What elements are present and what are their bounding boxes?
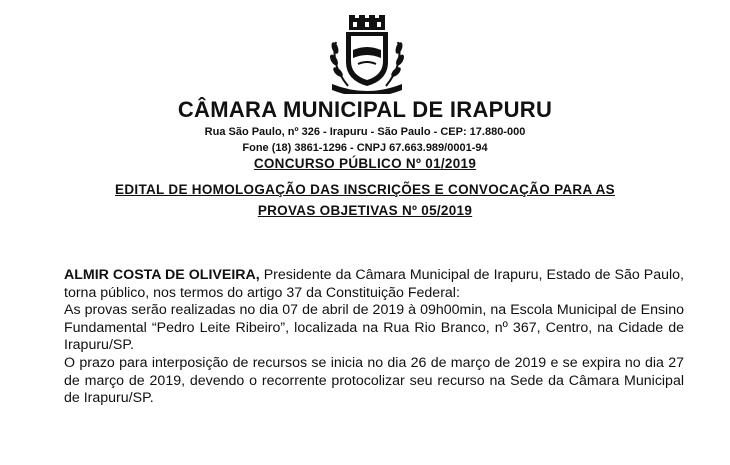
prazo-paragraph: O prazo para interposição de recursos se inicia no dia 26 de março de 2019 e se expira no dia 27 de março de 2019, devendo o recorrente protocolizar seu recurso na Sede da Câmara Municipal de Irapuru/SP. [64, 354, 684, 407]
edital-heading-line-2: PROVAS OBJETIVAS Nº 05/2019 [257, 203, 473, 218]
document-body [64, 267, 684, 408]
municipal-coat-of-arms-icon [322, 14, 412, 94]
edital-heading-line-1: EDITAL DE HOMOLOGAÇÃO DAS INSCRIÇÕES E CONVOCAÇÃO PARA AS [115, 182, 615, 197]
page-title: CÂMARA MUNICIPAL DE IRAPURU [177, 97, 553, 122]
author-name: ALMIR COSTA DE OLIVEIRA, [64, 267, 260, 283]
intro-paragraph [64, 267, 684, 302]
intro-text: Presidente da Câmara Municipal de Irapuru, Estado de São Paulo, torna público, nos termos do artigo 37 da Constituição Federal: [64, 267, 684, 301]
contact-line: Fone (18) 3861-1296 - CNPJ 67.663.989/0001-94 [242, 142, 488, 154]
address-line: Rua São Paulo, nº 326 - Irapuru - São Paulo - CEP: 17.880-000 [204, 126, 526, 138]
concurso-heading: CONCURSO PÚBLICO Nº 01/2019 [253, 156, 477, 171]
provas-paragraph: As provas serão realizadas no dia 07 de abril de 2019 à 09h00min, na Escola Municipal de Ensino Fundamental “Pedro Leite Ribeiro”, localizada na Rua Rio Branco, nº 367, Centro, na Cidade de Irapuru/SP. [64, 302, 684, 354]
